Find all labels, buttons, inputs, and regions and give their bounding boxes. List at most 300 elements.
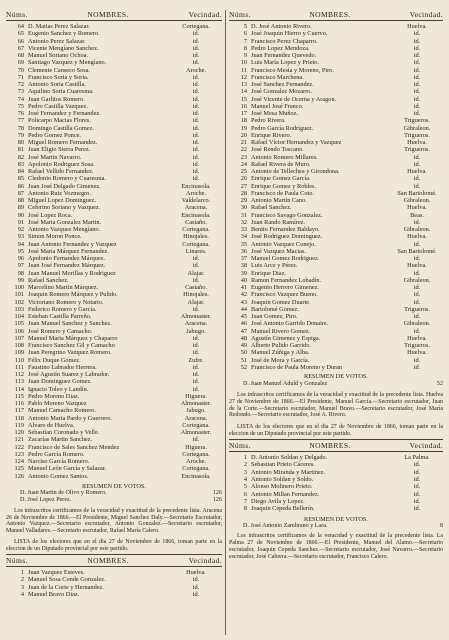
entry-number: 20: [240, 131, 247, 139]
tally-votes: 52: [436, 380, 443, 387]
list-item: [6, 262, 222, 269]
entry-number: 99: [17, 276, 24, 284]
entry-vecindad: id.: [413, 95, 421, 103]
list-item: [6, 23, 222, 30]
entry-vecindad: id.: [192, 262, 200, 270]
list-item: [229, 146, 443, 153]
entry-vecindad: Cortegana.: [182, 240, 210, 248]
list-item: [229, 183, 443, 190]
entry-number: 8: [243, 505, 247, 513]
entry-number: 70: [17, 66, 24, 74]
entry-name: Alonso Molinero Prieto.: [251, 483, 313, 491]
entry-number: 103: [14, 305, 24, 313]
entry-number: 91: [17, 218, 24, 226]
entry-name: Antonio Miranda y Martinez.: [251, 468, 326, 476]
list-item: [6, 299, 222, 306]
list-item: [229, 219, 443, 226]
entry-name: Rafael Víctor Hernandez y Vazquez: [251, 139, 342, 146]
entry-number: 27: [240, 182, 247, 190]
entry-name: Antonio Vazquez Conejo.: [251, 240, 316, 248]
entry-vecindad: Valdelarco.: [181, 197, 211, 204]
entry-vecindad: Cortegana.: [182, 450, 210, 458]
entry-name: Francisco Marchena.: [251, 73, 304, 81]
list-item: [229, 291, 443, 298]
entry-number: 117: [14, 407, 24, 415]
entry-vecindad: Higuera.: [185, 443, 207, 451]
entry-number: 37: [240, 255, 247, 262]
list-item: [229, 117, 443, 124]
entry-vecindad: id.: [192, 73, 200, 81]
entry-name: Enrique Diaz.: [251, 269, 286, 277]
entry-vecindad: Encinasola.: [181, 182, 211, 190]
entry-vecindad: id.: [413, 497, 421, 505]
entry-number: 126: [14, 472, 24, 480]
entry-number: 113: [14, 378, 24, 386]
list-item: [229, 498, 443, 505]
list-item: [229, 139, 443, 146]
entry-vecindad: Almonaster.: [180, 313, 212, 320]
entry-name: Apolonio Rodriguez Sosa.: [28, 160, 95, 168]
entry-number: 115: [14, 392, 24, 400]
entry-vecindad: Encinasola.: [181, 211, 211, 219]
tally-row: [6, 497, 222, 504]
entry-name: Narciso García Romero.: [28, 458, 90, 465]
entry-name: José Joaquin Hierro y Cuervo.: [251, 30, 328, 38]
list-item: [6, 38, 222, 45]
entry-number: 29: [240, 197, 247, 204]
sub-header-rule: [6, 566, 222, 567]
list-item: [6, 291, 222, 298]
entry-name: Manuel León García y Salazar.: [28, 465, 107, 473]
entry-vecindad: Huelva.: [407, 233, 427, 241]
left-column: [6, 10, 222, 598]
list-item: [229, 342, 443, 349]
entry-vecindad: Trigueros.: [404, 117, 430, 125]
entry-number: 34: [240, 233, 247, 241]
tally-name: D. Juan Martin de Olivo y Romero.: [20, 490, 107, 497]
list-item: [229, 125, 443, 132]
entry-number: 38: [240, 262, 247, 270]
entry-number: 111: [15, 363, 24, 371]
entry-vecindad: Linares.: [185, 247, 207, 255]
entry-name: Juan Dominguez Gomez.: [28, 378, 92, 386]
entry-number: 15: [240, 95, 247, 103]
entry-number: 2: [20, 576, 24, 584]
entry-name: José Vazquez Macias.: [251, 247, 306, 255]
entry-number: 87: [17, 189, 24, 197]
entry-name: Agustín Gimenez y Espiga.: [251, 334, 321, 342]
entry-name: José Rendo Toscano.: [251, 146, 304, 154]
entry-number: 81: [17, 146, 24, 154]
entry-number: 41: [240, 284, 247, 291]
list-item: [6, 378, 222, 385]
entry-number: 86: [17, 182, 24, 190]
entry-name: Benito Fernandez Baldayo.: [251, 226, 320, 233]
list-item: [229, 96, 443, 103]
entry-name: Marcelino Martin Márquez.: [28, 284, 99, 291]
entry-vecindad: Cortegana.: [182, 465, 210, 473]
entry-number: 36: [240, 247, 247, 255]
entry-vecindad: Huelva.: [407, 334, 427, 342]
list-item: [6, 248, 222, 255]
entry-vecindad: Huelva.: [407, 262, 427, 270]
list-item: [229, 313, 443, 320]
list-item: [229, 364, 443, 371]
list-item: [229, 52, 443, 59]
entry-vecindad: Castaño.: [185, 284, 207, 291]
entry-number: 47: [240, 327, 247, 335]
entry-name: Alberto Pulido Garrido.: [251, 342, 311, 349]
entry-name: Ceferino Soriano y Vazquez.: [28, 204, 101, 212]
entry-name: José Romero y Camacho.: [28, 327, 93, 335]
entry-number: 33: [240, 226, 247, 233]
entry-number: 19: [240, 124, 247, 132]
list-item: [6, 212, 222, 219]
list-item: [6, 393, 222, 400]
entry-name: Domingo Castilla Gomez.: [28, 124, 94, 132]
entry-vecindad: id.: [413, 327, 421, 335]
entry-name: Juan Rando Ramírez.: [251, 218, 306, 226]
entry-name: Juan Fernandez Quevedo.: [251, 52, 317, 59]
entry-number: 4: [243, 476, 247, 484]
list-item: [6, 81, 222, 88]
entry-name: Diego Avila y Lopez.: [251, 497, 305, 505]
list-item: [6, 125, 222, 132]
entry-number: 7: [243, 37, 247, 45]
tally-votes: 8: [439, 523, 443, 530]
entry-name: Miguel Lopez Dominguez.: [28, 197, 97, 204]
entry-number: 95: [17, 247, 24, 255]
list-item: [6, 45, 222, 52]
entry-name: Juan Eligio Sierra Perez.: [28, 146, 91, 154]
entry-name: Eugenio Herrero Gimenez.: [251, 284, 320, 291]
entry-number: 2: [243, 461, 247, 469]
entry-number: 28: [240, 189, 247, 197]
entry-vecindad: id.: [192, 124, 200, 132]
list-item: [6, 183, 222, 190]
entry-name: Rafael Sanchez.: [251, 204, 292, 212]
entry-number: 49: [240, 342, 247, 349]
entry-number: 9: [243, 52, 247, 59]
tally-row: [229, 523, 443, 530]
entry-number: 94: [17, 240, 24, 248]
entry-number: 123: [14, 450, 24, 458]
entry-number: 1: [20, 569, 24, 577]
list-item: [6, 306, 222, 313]
list-item: [229, 476, 443, 483]
list-item: [6, 591, 222, 598]
entry-number: 21: [240, 139, 247, 146]
tally-name: D. José Lopez Perez.: [20, 497, 72, 504]
entry-number: 80: [17, 139, 24, 146]
list-item: [6, 226, 222, 233]
entry-number: 125: [14, 465, 24, 473]
entry-vecindad: Encinasola.: [181, 472, 211, 480]
left-list-intro: LISTA de los electores que en el dia 27 de Noviembre de 1866, toman parte en la eleccion de un Diputado provincial por este partido.: [6, 539, 222, 553]
entry-vecindad: id.: [192, 371, 200, 378]
entry-number: 4: [20, 590, 24, 598]
entry-vecindad: Beas.: [410, 211, 424, 219]
header-rule: [6, 20, 222, 21]
list-item: [6, 386, 222, 393]
entry-name: José Maria Gonzalez Martin.: [28, 218, 102, 226]
entry-name: Francisco Perez Chaparro.: [251, 37, 318, 45]
header-rule-r: [229, 20, 443, 21]
list-item: [229, 270, 443, 277]
entry-number: 76: [17, 110, 24, 117]
vecindad-header-r: Vecindad.: [409, 10, 443, 19]
entry-name: Clemente Canseco Sosa.: [28, 66, 91, 74]
entry-number: 106: [14, 327, 24, 335]
list-item: [6, 30, 222, 37]
list-item: [229, 255, 443, 262]
entry-name: Bartolomé Gomez.: [251, 305, 299, 313]
entry-number: 114: [14, 385, 24, 393]
entry-name: Francisco Sanchez Gil y Camacho: [28, 342, 115, 349]
entry-number: 32: [240, 218, 247, 226]
entry-vecindad: Castaño.: [185, 218, 207, 226]
list-item: [229, 505, 443, 512]
list-item: [6, 364, 222, 371]
entry-number: 122: [14, 443, 24, 451]
left-tally: [6, 490, 222, 504]
entry-number: 75: [17, 102, 24, 110]
entry-name: Ignacio Toleo y Landín.: [28, 385, 89, 393]
entry-number: 31: [240, 211, 247, 219]
list-item: [229, 328, 443, 335]
entry-name: Manuel Zúñiga y Alba.: [251, 349, 310, 357]
entry-number: 121: [14, 436, 24, 444]
list-item: [229, 299, 443, 306]
list-item: [6, 444, 222, 451]
entry-number: 96: [17, 255, 24, 262]
entry-name: Pablo Moreno Vazquez: [28, 400, 87, 407]
list-item: [6, 584, 222, 591]
list-item: [6, 154, 222, 161]
list-item: [229, 110, 443, 117]
entry-vecindad: id.: [192, 385, 200, 393]
entry-name: Aquilino Soria Cuaresma.: [28, 88, 94, 96]
entry-name: José Rodriguez Dominguez.: [251, 233, 323, 241]
entry-vecindad: id.: [192, 342, 200, 349]
entry-name: Luis María Lopez y Prieto.: [251, 59, 320, 67]
entry-vecindad: Gibraleon.: [403, 197, 431, 204]
entry-name: Eugenio Sanchez y Romero.: [28, 30, 100, 38]
list-item: [229, 74, 443, 81]
entry-name: Santiago Vazquez y Mengíano.: [28, 59, 107, 67]
num-header-b: Núms.: [6, 556, 28, 566]
entry-number: 84: [17, 168, 24, 175]
names-header-r: NOMBRES.: [309, 10, 351, 19]
entry-name: Juan José Delgado Gimenez.: [28, 182, 101, 190]
entry-number: 72: [17, 81, 24, 88]
entry-vecindad: Huelva.: [407, 204, 427, 212]
entry-name: José Gonzalez Mozarro.: [251, 88, 313, 96]
entry-vecindad: Zufre.: [188, 356, 204, 364]
entry-vecindad: Gibraleon.: [403, 320, 431, 328]
list-item: [229, 88, 443, 95]
left-header-b: [6, 556, 222, 565]
entry-name: José Mesa Muñoz.: [251, 110, 299, 117]
entry-vecindad: Huelva.: [407, 168, 427, 175]
entry-name: Antonio Maria Pardo y Guerrero.: [28, 414, 113, 422]
entry-number: 73: [17, 88, 24, 96]
entry-vecindad: Aracena.: [184, 204, 208, 212]
list-item: [229, 38, 443, 45]
entry-name: Cledonio Romero y Cuaresma.: [28, 175, 106, 183]
entry-vecindad: id.: [192, 59, 200, 67]
list-item: [6, 110, 222, 117]
list-item: [6, 88, 222, 95]
entry-number: 5: [243, 23, 247, 30]
entry-vecindad: id.: [413, 81, 421, 88]
entry-name: Apolonio Fernandez Márquez.: [28, 255, 106, 262]
list-item: [229, 262, 443, 269]
entry-name: Manuel Camacho Romero.: [28, 407, 97, 415]
entry-vecindad: id.: [192, 95, 200, 103]
entry-vecindad: Aroche.: [185, 458, 207, 465]
right-certification-b: Los infrascritos certificamos de la veracidad y exactitud de la precedente lista. La Palma 27 de Noviembre de 1866.—El Presidente, Manuel del Alamo.—Secretario escrutador, Joaquin Cepeda Sanchez.—Secretario escrutador, José Navarro.—Secretario escrutador, José Cabrera.—Secretario escrutador, Francisco Calero.: [229, 533, 443, 560]
entry-vecindad: id.: [413, 153, 421, 161]
list-item: [6, 407, 222, 414]
entry-name: Juan José Fernandez Márquez.: [28, 262, 106, 270]
list-item: [229, 190, 443, 197]
entry-name: Manuel Gomez Rodriguez.: [251, 255, 320, 262]
entry-vecindad: id.: [192, 88, 200, 96]
list-item: [6, 277, 222, 284]
list-item: [6, 371, 222, 378]
entry-name: Juan Garlitos Romero.: [28, 95, 85, 103]
entry-name: Pedro García Romero.: [28, 450, 85, 458]
entry-number: 50: [240, 349, 247, 357]
entry-name: Francisco Soria y Soria.: [28, 73, 89, 81]
entry-name: Francisco Mesía y Moreno, Piro.: [251, 66, 334, 74]
entry-name: Antonio Ruiz Vozmegro.: [28, 189, 91, 197]
list-item: [6, 569, 222, 576]
entry-name: Antonio Martin Cano.: [251, 197, 307, 204]
list-item: [229, 30, 443, 37]
list-item: [6, 74, 222, 81]
list-item: [229, 226, 443, 233]
right-header: [229, 10, 443, 19]
entry-vecindad: id.: [192, 276, 200, 284]
entry-vecindad: id.: [413, 30, 421, 38]
entry-vecindad: Hinojales.: [183, 291, 209, 299]
right-tally-b: [229, 523, 443, 530]
entry-name: Rafael Vellido Fernandez.: [28, 168, 94, 175]
entry-vecindad: id.: [192, 363, 200, 371]
entry-vecindad: Trigueros.: [404, 305, 430, 313]
entry-name: Pedro Castilla Vazquez.: [28, 102, 88, 110]
entry-vecindad: id.: [192, 576, 200, 584]
right-certification: Los infrascritos certificamos de la veracidad y exactitud de la precedente lista. Huelva 27 de Noviembre de 1866.—El Presidente, Manuel García.—Secretario escrutador, Juan de la Corte.—Secretario escrutador, Manuel Bravo.—Secretario escrutador, José María Redondo.—Secretario escrutador, José A. Rivero.: [229, 391, 443, 419]
entry-name: Juan Antonio Fernandez y Vazquez: [28, 240, 117, 248]
entry-number: 109: [14, 349, 24, 357]
list-item: [6, 146, 222, 153]
entry-vecindad: Aroche.: [185, 189, 207, 197]
entry-name: D. José Antonio Rivero.: [251, 23, 312, 30]
entry-name: Juan Gomez, Piro.: [251, 313, 298, 320]
entry-vecindad: id.: [192, 110, 200, 117]
entry-number: 18: [240, 117, 247, 125]
entry-vecindad: Huelva.: [186, 569, 206, 577]
entry-vecindad: id.: [413, 461, 421, 469]
list-item: [6, 357, 222, 364]
entry-vecindad: id.: [413, 52, 421, 59]
entry-name: Enrique Gomez y Robles.: [251, 182, 317, 190]
entry-number: 45: [240, 313, 247, 320]
entry-vecindad: Aracena.: [184, 320, 208, 328]
list-item: [6, 415, 222, 422]
entry-name: Victoriano Romero y Notario.: [28, 298, 104, 306]
entry-vecindad: id.: [192, 583, 200, 591]
list-item: [229, 241, 443, 248]
list-item: [229, 132, 443, 139]
entry-name: José Sanchez Fernandez.: [251, 81, 314, 88]
entry-number: 92: [17, 226, 24, 233]
list-item: [229, 161, 443, 168]
list-item: [229, 483, 443, 490]
entry-number: 48: [240, 334, 247, 342]
list-item: [229, 335, 443, 342]
list-item: [6, 422, 222, 429]
entry-name: Pedro Lopez Mendoza.: [251, 44, 310, 52]
entry-number: 67: [17, 44, 24, 52]
entry-name: Juan Manuel Morillas y Rodriguez: [28, 269, 116, 277]
entry-name: Pedro Rivera.: [251, 117, 286, 125]
entry-vecindad: id.: [413, 356, 421, 364]
list-item: [6, 328, 222, 335]
list-item: [229, 454, 443, 461]
right-entry-list-b: [229, 454, 443, 512]
list-item: [6, 204, 222, 211]
entry-vecindad: id.: [192, 139, 200, 146]
list-item: [6, 342, 222, 349]
entry-number: 119: [14, 421, 24, 429]
right-list-intro: LISTA de los electores que en el dia 27 de Noviembre de 1866, toman parte en la eleccion de un Diputado provincial por este partido.: [229, 424, 443, 438]
entry-vecindad: id.: [192, 305, 200, 313]
entry-number: 71: [17, 73, 24, 81]
entry-vecindad: id.: [413, 66, 421, 74]
entry-number: 89: [17, 204, 24, 212]
list-item: [229, 306, 443, 313]
tally-name: D. José Antonio Zambrano y Lara.: [243, 523, 328, 530]
right-header-b: [229, 441, 443, 450]
entry-number: 82: [17, 153, 24, 161]
entry-vecindad: Trigueros.: [404, 146, 430, 154]
entry-number: 74: [17, 95, 24, 103]
entry-name: Pedro García Rodriguez.: [251, 124, 314, 132]
right-tally: [229, 381, 443, 388]
list-item: [229, 81, 443, 88]
vecindad-header-b: Vecindad.: [188, 556, 222, 566]
list-item: [6, 161, 222, 168]
entry-name: Pedro Gomez Ponce.: [28, 131, 81, 139]
entry-name: Simon Moron Ponce.: [28, 233, 82, 241]
entry-vecindad: Cortegana.: [182, 23, 210, 30]
entry-name: Manuel Sosa Conde Gonzalez.: [28, 576, 106, 584]
entry-number: 52: [240, 363, 247, 371]
entry-vecindad: id.: [413, 175, 421, 183]
entry-name: D. Matias Perez Salazar.: [28, 23, 90, 30]
entry-name: Enrique Rivero.: [251, 131, 292, 139]
entry-number: 13: [240, 81, 247, 88]
entry-vecindad: id.: [192, 102, 200, 110]
entry-name: Esteban Castilla Parreño.: [28, 313, 92, 320]
left-certification: Los infrascritos certificamos de la veracidad y exactitud de la precedente lista. Aracena 26 de Noviembre de 1866.—El Presidente, Miguel Sanchez Daly.—Secretario Escrutador, Antonio Vazquez.—Secretario escrutador, Antonio Gonzalez.—Secretario escrutador, Manuel Valladares.—Secretario escrutador, Rafael María Calero.: [6, 507, 222, 535]
entry-vecindad: Huelva.: [407, 349, 427, 357]
entry-vecindad: San Bartolomé.: [397, 189, 437, 197]
